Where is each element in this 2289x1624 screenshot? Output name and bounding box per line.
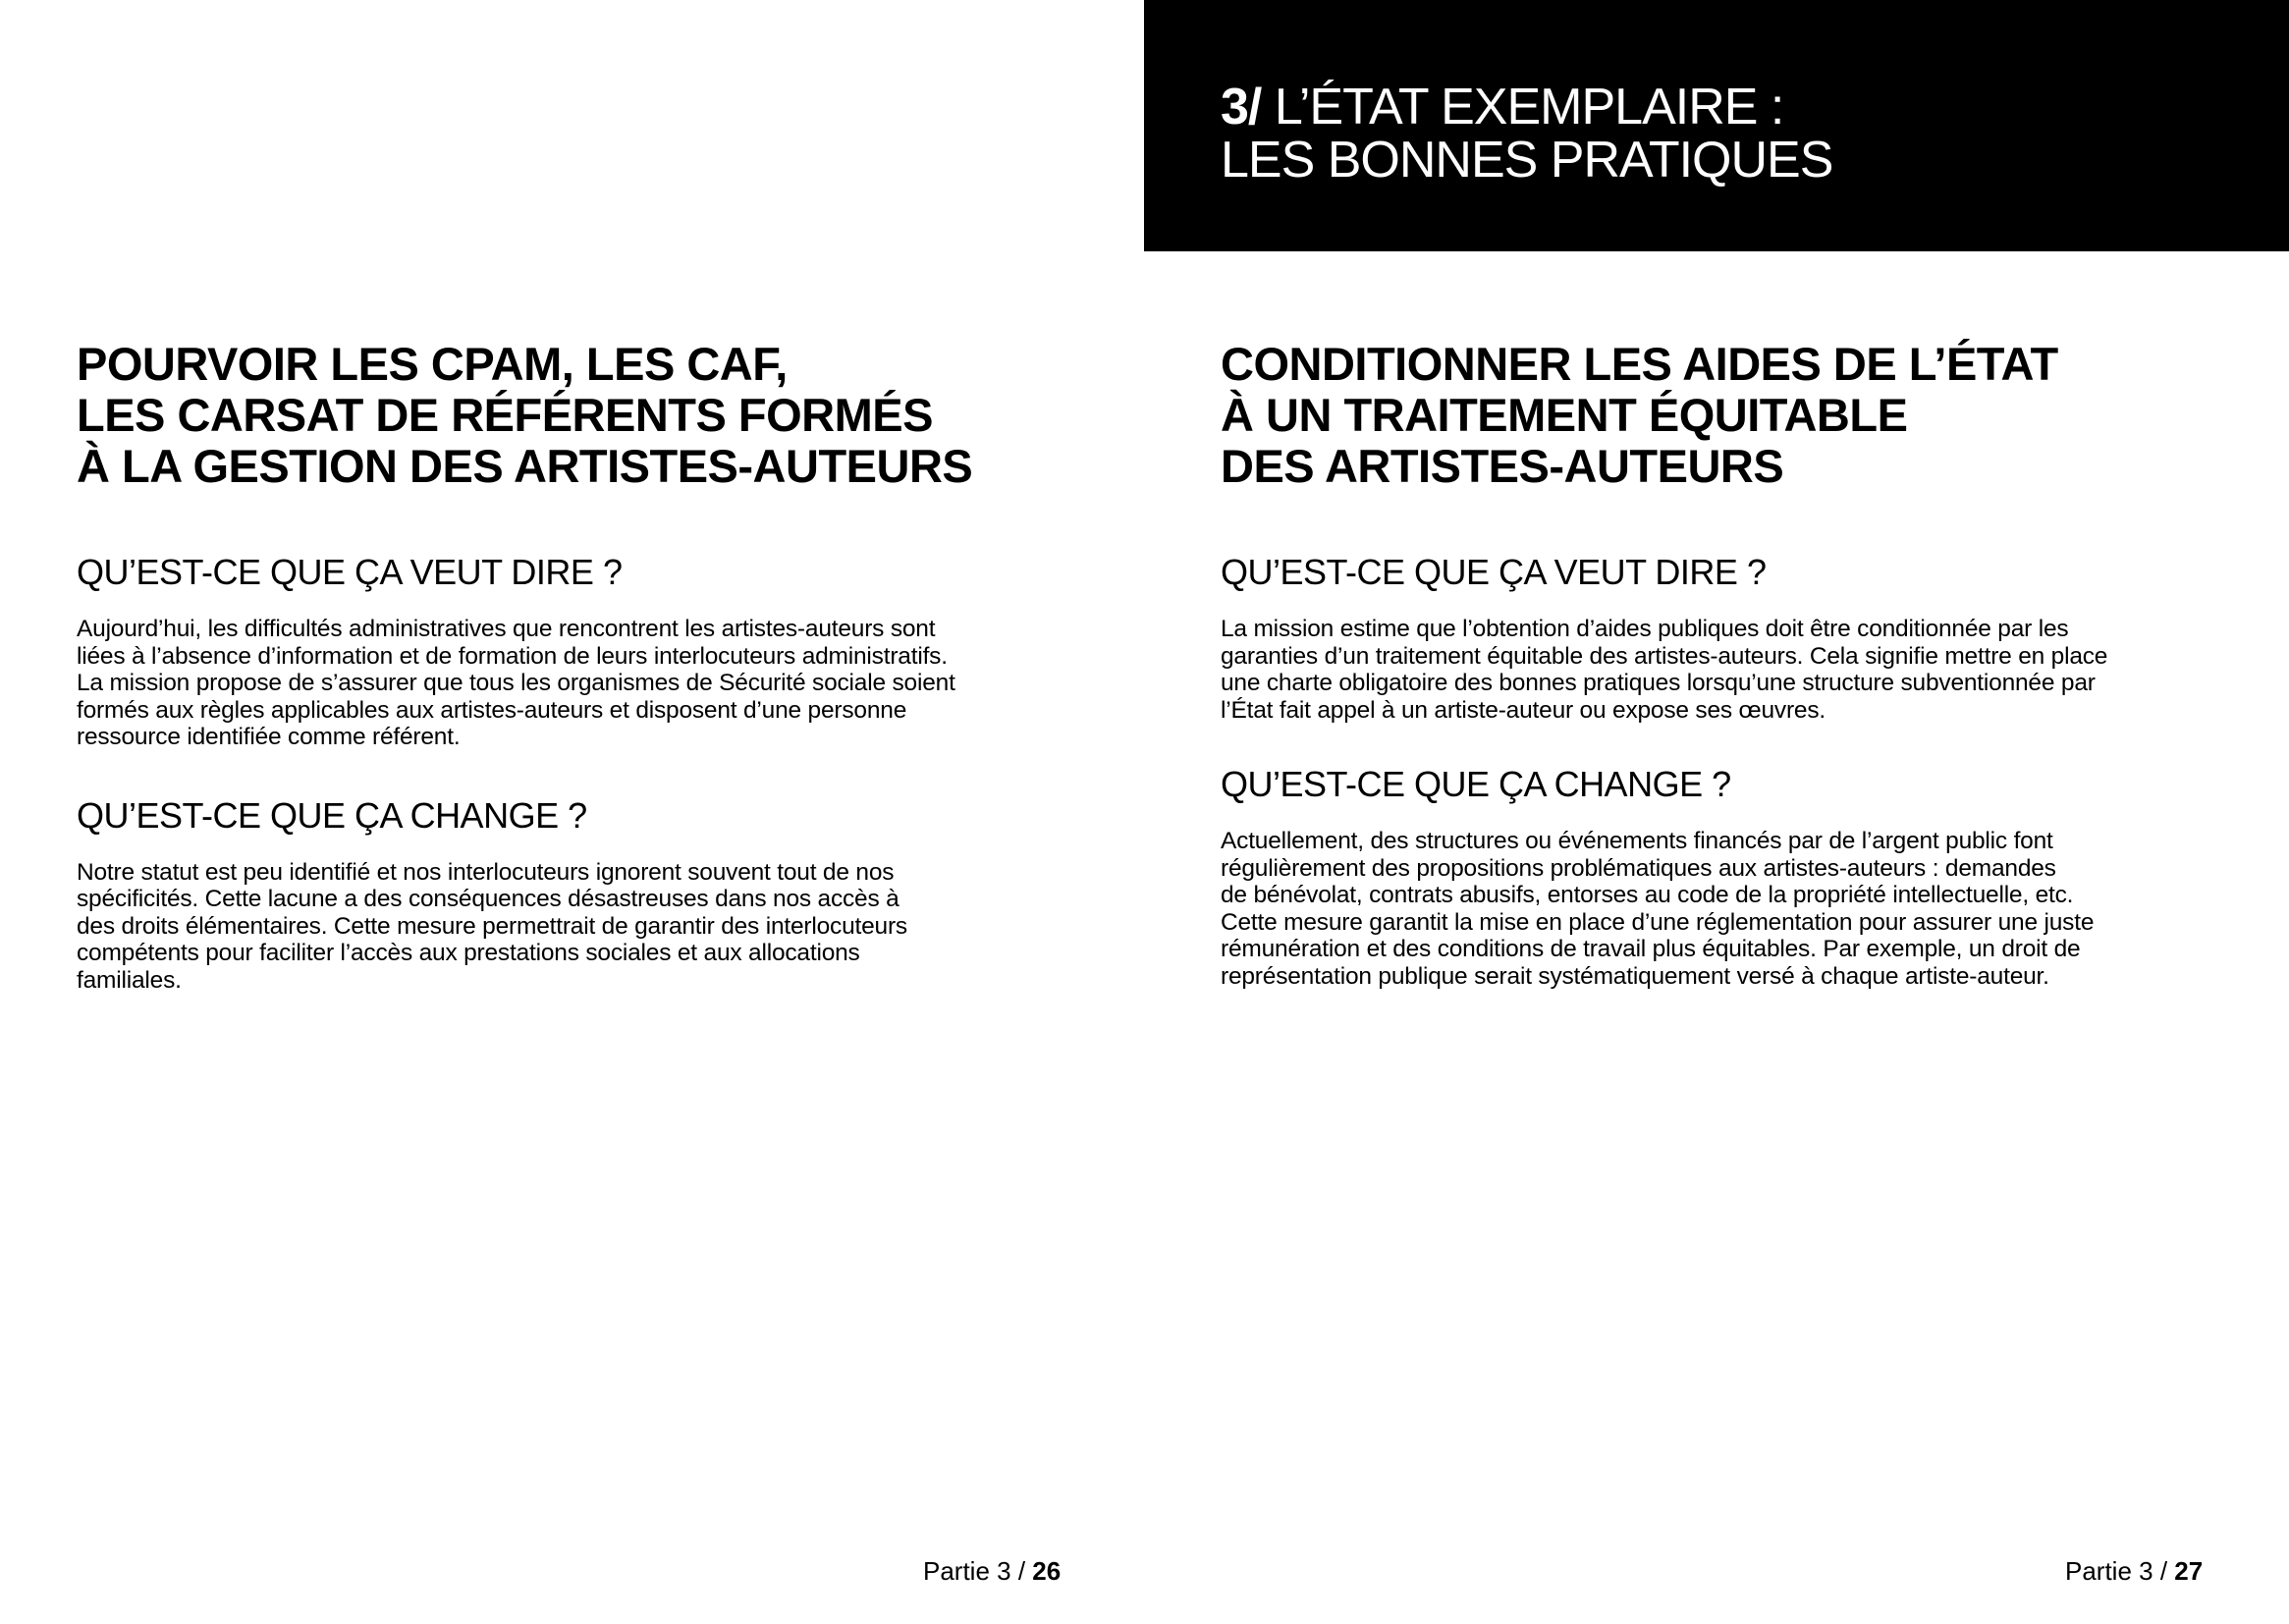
right-heading-line: CONDITIONNER LES AIDES DE L’ÉTAT: [1221, 338, 2058, 390]
text-line: régulièrement des propositions problématiques aux artistes-auteurs : demandes: [1221, 854, 2056, 882]
left-paragraph-meaning: [77, 616, 1088, 751]
section-header: [1144, 0, 2289, 251]
text-line: La mission propose de s’assurer que tous les organismes de Sécurité sociale soient: [77, 670, 955, 696]
left-heading-line: À LA GESTION DES ARTISTES-AUTEURS: [77, 440, 973, 492]
left-heading-line: LES CARSAT DE RÉFÉRENTS FORMÉS: [77, 389, 933, 441]
right-heading-line: À UN TRAITEMENT ÉQUITABLE: [1221, 389, 1908, 441]
page-footer-left: [923, 1556, 1061, 1586]
text-line: La mission estime que l’obtention d’aides publiques doit être conditionnée par les: [1221, 616, 2069, 642]
right-question-meaning: QU’EST-CE QUE ÇA VEUT DIRE ?: [1221, 552, 1767, 592]
left-heading-line: POURVOIR LES CPAM, LES CAF,: [77, 338, 788, 390]
text-line: liées à l’absence d’information et de formation de leurs interlocuteurs administratifs.: [77, 642, 948, 670]
footer-label: Partie 3 /: [923, 1556, 1033, 1586]
right-heading-line: DES ARTISTES-AUTEURS: [1221, 440, 1784, 492]
text-line: garanties d’un traitement équitable des artistes-auteurs. Cela signifie mettre en place: [1221, 642, 2108, 670]
right-column: [1221, 339, 2242, 990]
footer-label: Partie 3 /: [2065, 1556, 2175, 1586]
right-question-change: QU’EST-CE QUE ÇA CHANGE ?: [1221, 764, 1731, 804]
left-heading: [77, 339, 1088, 492]
left-question-meaning: QU’EST-CE QUE ÇA VEUT DIRE ?: [77, 552, 623, 592]
page-number: 27: [2174, 1556, 2204, 1586]
text-line: l’État fait appel à un artiste-auteur ou expose ses œuvres.: [1221, 696, 1826, 724]
text-line: compétents pour faciliter l’accès aux prestations sociales et aux allocations: [77, 940, 860, 966]
page-footer-right: [2065, 1556, 2203, 1586]
text-line: ressource identifiée comme référent.: [77, 724, 461, 750]
text-line: formés aux règles applicables aux artistes-auteurs et disposent d’une personne: [77, 696, 907, 724]
right-heading: [1221, 339, 2242, 492]
right-paragraph-change: [1221, 828, 2242, 990]
text-line: Cette mesure garantit la mise en place d’une réglementation pour assurer une juste: [1221, 908, 2095, 936]
section-title-line-1: L’ÉTAT EXEMPLAIRE :: [1274, 79, 1784, 135]
right-paragraph-meaning: [1221, 616, 2242, 724]
left-paragraph-change: [77, 859, 1088, 995]
section-title: [1221, 81, 1832, 187]
text-line: représentation publique serait systématiquement versé à chaque artiste-auteur.: [1221, 962, 2049, 990]
text-line: spécificités. Cette lacune a des conséquences désastreuses dans nos accès à: [77, 886, 899, 912]
left-question-change: QU’EST-CE QUE ÇA CHANGE ?: [77, 794, 587, 836]
text-line: Aujourd’hui, les difficultés administratives que rencontrent les artistes-auteurs sont: [77, 616, 936, 642]
section-title-line-2: LES BONNES PRATIQUES: [1221, 132, 1833, 189]
section-number: 3/: [1221, 79, 1262, 135]
text-line: de bénévolat, contrats abusifs, entorses au code de la propriété intellectuelle, etc.: [1221, 882, 2074, 908]
text-line: Notre statut est peu identifié et nos interlocuteurs ignorent souvent tout de nos: [77, 858, 895, 886]
text-line: familiales.: [77, 966, 182, 994]
left-column: [77, 339, 1088, 994]
text-line: rémunération et des conditions de travail plus équitables. Par exemple, un droit de: [1221, 936, 2081, 962]
text-line: une charte obligatoire des bonnes pratiques lorsqu’une structure subventionnée par: [1221, 670, 2096, 696]
text-line: Actuellement, des structures ou événements financés par de l’argent public font: [1221, 828, 2053, 854]
page-number: 26: [1032, 1556, 1062, 1586]
text-line: des droits élémentaires. Cette mesure permettrait de garantir des interlocuteurs: [77, 912, 907, 940]
